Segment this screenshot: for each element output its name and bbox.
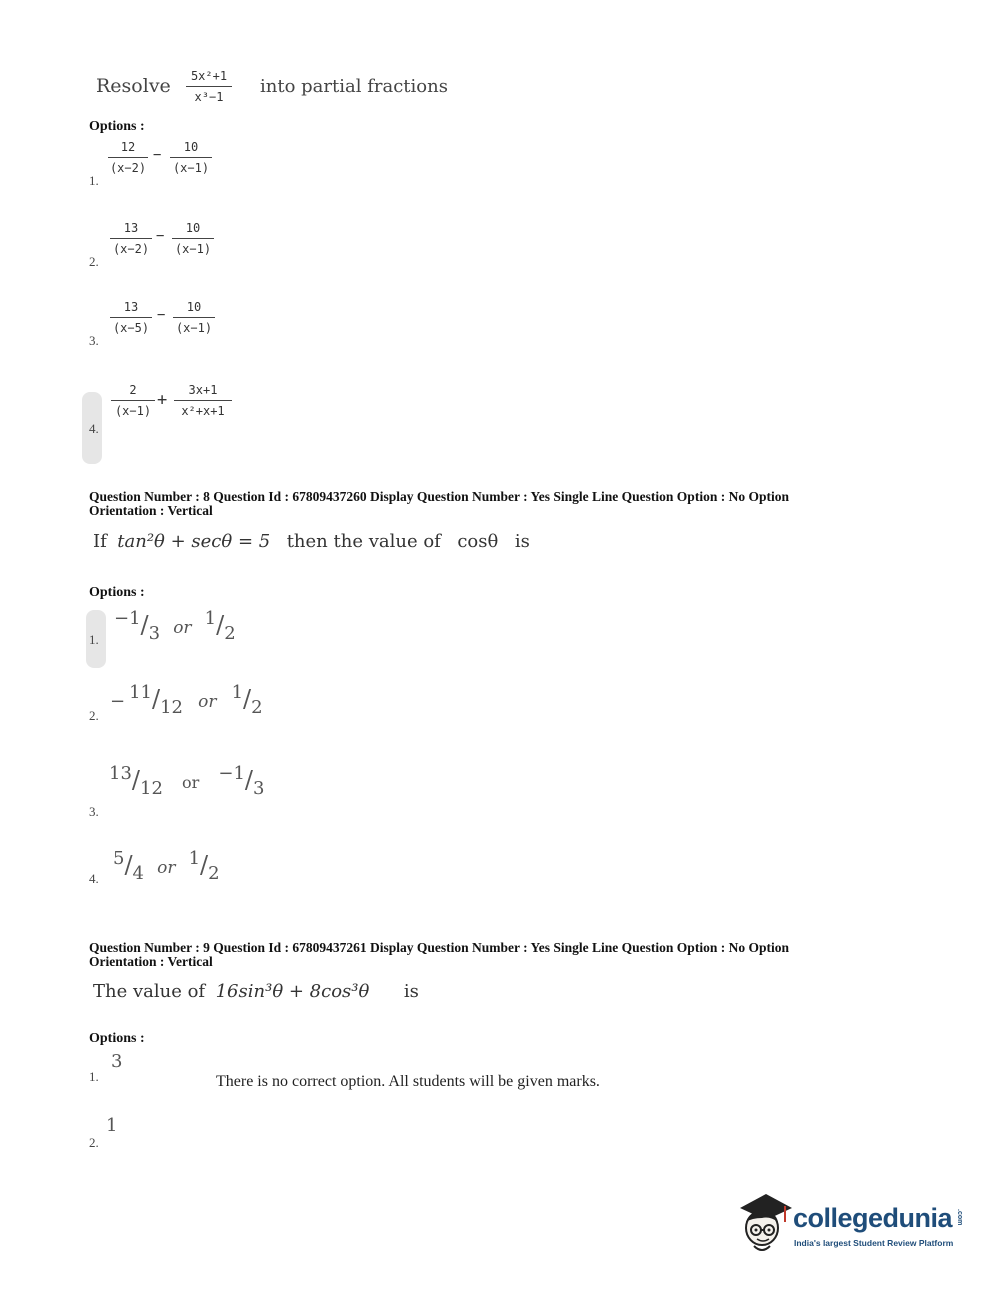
fraction-denominator: (x−5) (112, 321, 150, 335)
q8-stem-middle: then the value of (286, 531, 441, 552)
fraction-numerator: 1 (188, 848, 201, 869)
q9-stem-expression: 16sin³θ + 8cos³θ (215, 981, 370, 1002)
fraction-bar (108, 157, 148, 158)
fraction-denominator: 2 (208, 863, 220, 884)
fraction-denominator: (x−1) (175, 321, 213, 335)
q7-stem-tail: into partial fractions (260, 76, 448, 97)
q7-resolve-word: Resolve (96, 75, 171, 97)
mascot-icon (736, 1188, 794, 1256)
fraction-denominator: (x−1) (174, 242, 212, 256)
q7-expression (186, 69, 232, 104)
q9-stem-text: The value of (93, 981, 206, 1002)
q9-header (89, 941, 889, 969)
fraction-denominator: x²+x+1 (181, 404, 225, 418)
option-number: 2. (89, 1135, 99, 1150)
fraction-denominator: 3 (253, 778, 265, 799)
option-value: 3 (111, 1051, 123, 1072)
fraction-denominator: 12 (140, 778, 163, 799)
option-fraction-b (173, 300, 215, 335)
option-expression: − 11/12 or 1/2 (110, 682, 263, 718)
collegedunia-logo[interactable] (736, 1188, 966, 1258)
logo-tagline: India's largest Student Review Platform (794, 1238, 954, 1248)
q8-stem (93, 531, 530, 552)
logo-suffix: .com (956, 1208, 964, 1225)
fraction-bar (110, 238, 152, 239)
fraction-bar (110, 317, 152, 318)
fraction-denominator: 4 (132, 863, 144, 884)
option-number: 1. (89, 173, 99, 188)
fraction-numerator: 13 (123, 300, 139, 314)
q9-stem-is: is (403, 981, 419, 1002)
q7-expr-numerator: 5x²+1 (190, 69, 228, 83)
fraction-bar (174, 400, 232, 401)
option-operator: − (153, 147, 162, 163)
fraction-bar (173, 317, 215, 318)
fraction-denominator: (x−2) (109, 161, 147, 175)
q8-stem-cos: cosθ (457, 531, 499, 552)
fraction-bar (172, 238, 214, 239)
q8-options-label: Options : (89, 585, 145, 600)
q9-options-label: Options : (89, 1031, 145, 1046)
option-number: 4. (89, 421, 99, 436)
option-number: 4. (89, 871, 99, 886)
fraction-numerator: 1 (204, 608, 217, 629)
fraction-numerator: 12 (120, 140, 136, 154)
fraction-numerator: 11 (129, 682, 152, 703)
fraction-bar (186, 86, 232, 87)
fraction-numerator: 1 (129, 608, 141, 629)
q7-options-label: Options : (89, 119, 145, 134)
option-operator: − (156, 228, 165, 244)
sign: − (114, 608, 130, 629)
or-word: or (182, 773, 200, 792)
option-number: 3. (89, 333, 99, 348)
option-number: 2. (89, 254, 99, 269)
option-expression: 13/12 or −1/3 (109, 763, 265, 799)
q8-stem-expression: tan²θ + secθ = 5 (117, 531, 271, 552)
option-fraction-b (174, 383, 232, 418)
fraction-denominator: 12 (160, 697, 183, 718)
fraction-numerator: 5 (113, 848, 125, 869)
fraction-numerator: 10 (186, 300, 202, 314)
fraction-numerator: 13 (109, 763, 132, 784)
option-expression: −1/3 or 1/2 (114, 608, 236, 644)
fraction-denominator: 3 (148, 623, 161, 644)
fraction-denominator: (x−2) (112, 242, 150, 256)
or-word: or (173, 618, 192, 638)
fraction-numerator: 10 (183, 140, 199, 154)
q7-expr-denominator: x³−1 (194, 90, 224, 104)
option-value: 1 (106, 1115, 118, 1136)
option-fraction-b (172, 221, 214, 256)
q8-header-line-2: Orientation : Vertical (89, 503, 213, 518)
fraction-numerator: 3x+1 (188, 383, 218, 397)
q9-note: There is no correct option. All students will be given marks. (216, 1073, 600, 1090)
option-fraction-a (108, 140, 148, 175)
fraction-numerator: 1 (233, 763, 245, 784)
option-number: 2. (89, 708, 99, 723)
fraction-numerator: 10 (185, 221, 201, 235)
fraction-denominator: 2 (251, 697, 263, 718)
option-number: 1. (89, 1069, 99, 1084)
sign: − (110, 691, 126, 712)
q8-header-line-1: Question Number : 8 Question Id : 67809437260 Display Question Number : Yes Single Line Question Option : No Option (89, 489, 789, 504)
fraction-numerator: 13 (123, 221, 139, 235)
q9-header-line-2: Orientation : Vertical (89, 954, 213, 969)
option-fraction-a (110, 221, 152, 256)
fraction-denominator: 2 (224, 623, 236, 644)
option-fraction-b (170, 140, 212, 175)
q8-stem-is: is (514, 531, 530, 552)
q9-stem (93, 981, 419, 1002)
fraction-bar (170, 157, 212, 158)
q8-header (89, 490, 889, 518)
fraction-bar (111, 400, 155, 401)
option-expression: 5/4 or 1/2 (113, 848, 220, 884)
fraction-denominator: (x−1) (114, 404, 152, 418)
option-number: 1. (89, 632, 99, 647)
q9-header-line-1: Question Number : 9 Question Id : 67809437261 Display Question Number : Yes Single Line Question Option : No Option (89, 940, 789, 955)
option-operator: − (157, 307, 166, 323)
option-fraction-a (111, 383, 155, 418)
or-word: or (157, 858, 176, 878)
sign: − (218, 763, 234, 784)
q8-stem-if: If (93, 531, 107, 552)
logo-name: collegedunia (793, 1203, 953, 1233)
fraction-numerator: 1 (231, 682, 244, 703)
fraction-denominator: (x−1) (172, 161, 210, 175)
logo-wordmark (793, 1203, 963, 1234)
or-word: or (198, 692, 217, 712)
fraction-numerator: 2 (129, 383, 137, 397)
option-operator: + (157, 390, 168, 410)
option-fraction-a (110, 300, 152, 335)
option-number: 3. (89, 804, 99, 819)
